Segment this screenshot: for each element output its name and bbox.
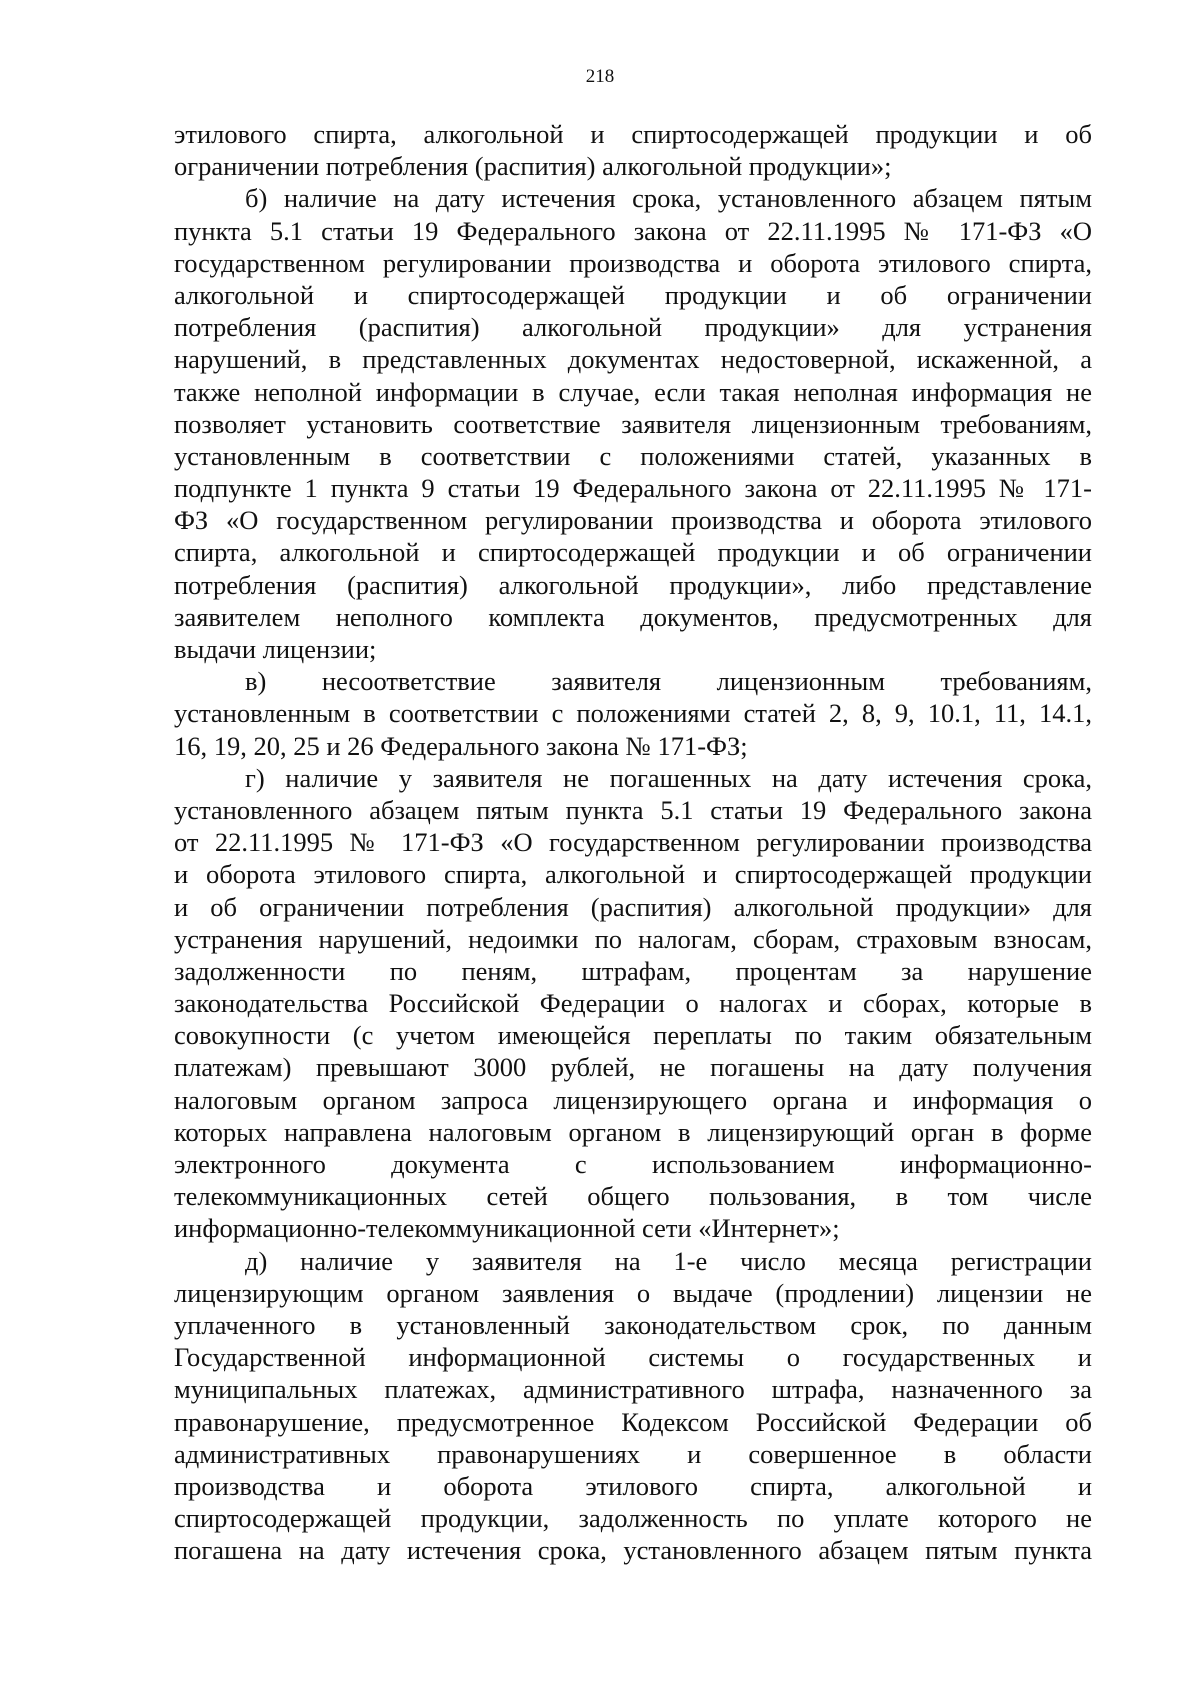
text-line: алкогольной и спиртосодержащей продукции и об ограничении bbox=[174, 279, 1092, 310]
text-line: б) наличие на дату истечения срока, установленного абзацем пятым bbox=[245, 183, 1092, 214]
text-line: спирта, алкогольной и спиртосодержащей продукции и об ограничении bbox=[174, 537, 1092, 568]
text-line: потребления (распития) алкогольной продукции», либо представление bbox=[174, 569, 1092, 600]
text-line: законодательства Российской Федерации о налогах и сборах, которые в bbox=[174, 988, 1092, 1019]
text-line: также неполной информации в случае, если такая неполная информация не bbox=[174, 376, 1092, 407]
text-line: ФЗ «О государственном регулировании производства и оборота этилового bbox=[174, 505, 1092, 536]
text-line: Государственной информационной системы о государственных и bbox=[174, 1342, 1092, 1373]
text-line: уплаченного в установленный законодательством срок, по данным bbox=[174, 1309, 1092, 1340]
text-line: которых направлена налоговым органом в лицензирующий орган в форме bbox=[174, 1116, 1092, 1147]
text-line: от 22.11.1995 № 171-ФЗ «О государственном регулировании производства bbox=[174, 827, 1092, 858]
text-line: нарушений, в представленных документах недостоверной, искаженной, а bbox=[174, 344, 1092, 375]
text-line: спиртосодержащей продукции, задолженность по уплате которого не bbox=[174, 1503, 1092, 1534]
text-line: позволяет установить соответствие заявителя лицензионным требованиям, bbox=[174, 408, 1092, 439]
text-line: и об ограничении потребления (распития) алкогольной продукции» для bbox=[174, 891, 1092, 922]
text-line: установленным в соответствии с положениями статей, указанных в bbox=[174, 440, 1092, 471]
text-line: лицензирующим органом заявления о выдаче (продлении) лицензии не bbox=[174, 1277, 1092, 1308]
text-line: телекоммуникационных сетей общего пользования, в том числе bbox=[174, 1181, 1092, 1212]
text-line: и оборота этилового спирта, алкогольной и спиртосодержащей продукции bbox=[174, 859, 1092, 890]
text-line: установленного абзацем пятым пункта 5.1 статьи 19 Федерального закона bbox=[174, 794, 1092, 825]
text-line: устранения нарушений, недоимки по налогам, сборам, страховым взносам, bbox=[174, 923, 1092, 954]
text-line: выдачи лицензии; bbox=[174, 634, 377, 664]
text-line: потребления (распития) алкогольной продукции» для устранения bbox=[174, 312, 1092, 343]
text-line: погашена на дату истечения срока, установленного абзацем пятым пункта bbox=[174, 1535, 1092, 1566]
paragraph-continuation bbox=[174, 118, 1092, 182]
text-line: подпункте 1 пункта 9 статьи 19 Федерального закона от 22.11.1995 № 171- bbox=[174, 473, 1092, 504]
text-line: заявителем неполного комплекта документов, предусмотренных для bbox=[174, 601, 1092, 632]
text-line: налоговым органом запроса лицензирующего органа и информация о bbox=[174, 1084, 1092, 1115]
text-line: муниципальных платежах, административного штрафа, назначенного за bbox=[174, 1374, 1092, 1405]
text-line: производства и оборота этилового спирта, алкогольной и bbox=[174, 1470, 1092, 1501]
text-line: пункта 5.1 статьи 19 Федерального закона от 22.11.1995 № 171-ФЗ «О bbox=[174, 215, 1092, 246]
text-line: г) наличие у заявителя не погашенных на дату истечения срока, bbox=[245, 762, 1092, 793]
text-line: д) наличие у заявителя на 1-е число месяца регистрации bbox=[245, 1245, 1092, 1276]
text-line: правонарушение, предусмотренное Кодексом Российской Федерации об bbox=[174, 1406, 1092, 1437]
document-body bbox=[174, 118, 1092, 1566]
paragraph-item-v bbox=[174, 665, 1092, 762]
text-line: платежам) превышают 3000 рублей, не погашены на дату получения bbox=[174, 1052, 1092, 1083]
paragraph-item-b bbox=[174, 182, 1092, 665]
text-line: информационно-телекоммуникационной сети «Интернет»; bbox=[174, 1213, 840, 1244]
text-line: государственном регулировании производства и оборота этилового спирта, bbox=[174, 247, 1092, 278]
text-line: административных правонарушениях и совершенное в области bbox=[174, 1438, 1092, 1469]
text-line: совокупности (с учетом имеющейся переплаты по таким обязательным bbox=[174, 1020, 1092, 1051]
text-line: установленным в соответствии с положениями статей 2, 8, 9, 10.1, 11, 14.1, bbox=[174, 698, 1092, 729]
text-line: ограничении потребления (распития) алкогольной продукции»; bbox=[174, 151, 892, 182]
text-line: в) несоответствие заявителя лицензионным требованиям, bbox=[245, 666, 1092, 697]
text-line: этилового спирта, алкогольной и спиртосодержащей продукции и об bbox=[174, 119, 1092, 149]
text-line: 16, 19, 20, 25 и 26 Федерального закона № 171-ФЗ; bbox=[174, 730, 748, 761]
paragraph-item-d bbox=[174, 1245, 1092, 1567]
text-line: задолженности по пеням, штрафам, процентам за нарушение bbox=[174, 955, 1092, 986]
page-number: 218 bbox=[585, 66, 615, 87]
text-line: электронного документа с использованием информационно- bbox=[174, 1149, 1092, 1179]
paragraph-item-g bbox=[174, 762, 1092, 1245]
